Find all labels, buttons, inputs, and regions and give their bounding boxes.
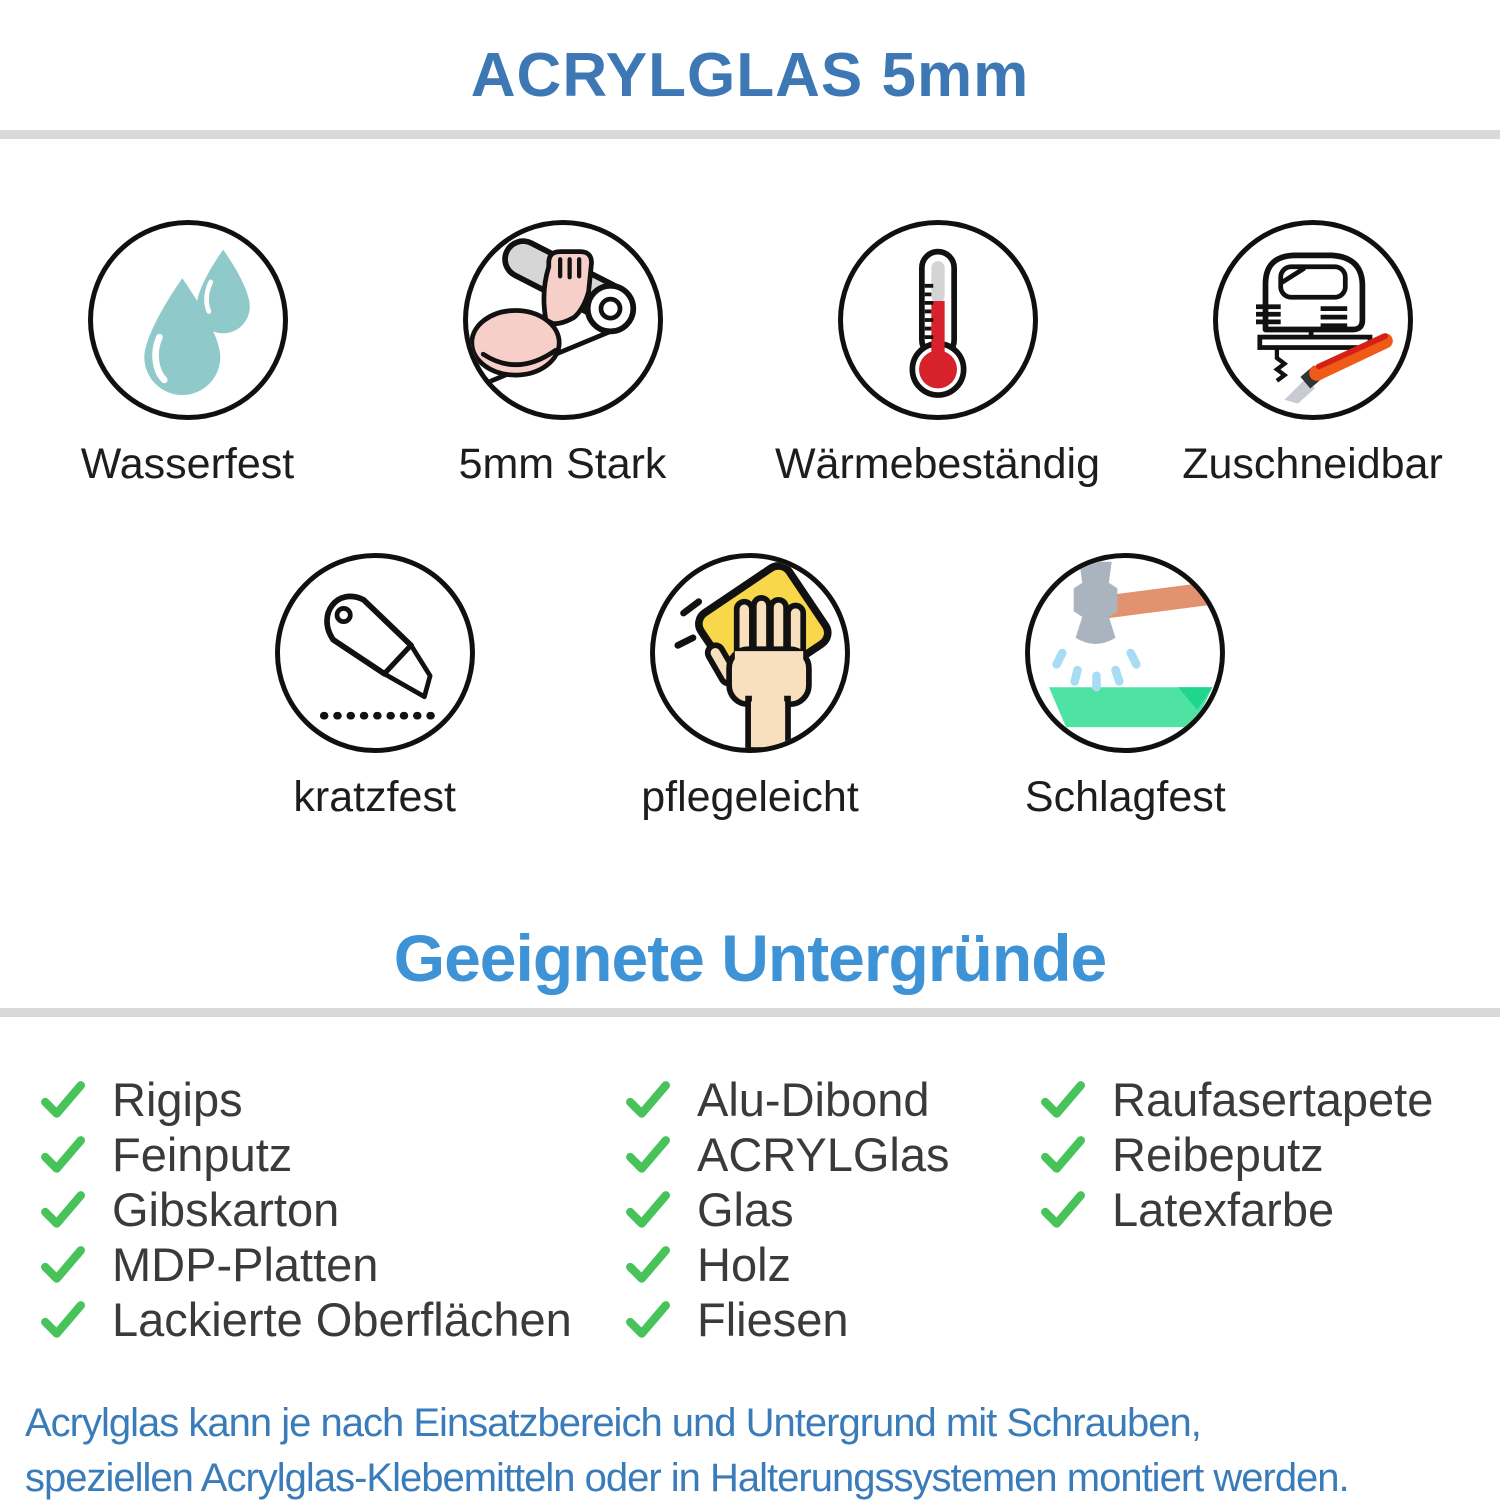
check-icon xyxy=(40,1190,86,1230)
check-icon xyxy=(40,1080,86,1120)
surface-item xyxy=(40,1182,625,1237)
check-icon xyxy=(1040,1190,1086,1230)
thermometer-icon xyxy=(838,220,1038,420)
surfaces-column-2 xyxy=(625,1072,1040,1347)
feature-label: Wärmebeständig xyxy=(774,440,1101,488)
surface-item xyxy=(40,1072,625,1127)
mounting-note-line-1: Acrylglas kann je nach Einsatzbereich und Untergrund mit Schrauben, xyxy=(25,1401,1201,1445)
check-icon xyxy=(1040,1080,1086,1120)
surface-label: Holz xyxy=(697,1238,792,1291)
feature-wasserfest xyxy=(0,220,375,489)
flexed-arm-icon xyxy=(463,220,663,420)
surface-item xyxy=(40,1292,625,1347)
surface-item xyxy=(40,1237,625,1292)
surfaces-column-1 xyxy=(40,1072,625,1347)
water-drops-icon xyxy=(88,220,288,420)
check-icon xyxy=(625,1080,671,1120)
feature-label: 5mm Stark xyxy=(458,440,667,488)
cleaning-hand-icon xyxy=(650,553,850,753)
feature-zuschneidbar xyxy=(1125,220,1500,489)
surface-label: Alu-Dibond xyxy=(697,1073,930,1126)
mounting-note xyxy=(25,1396,1349,1500)
divider-top xyxy=(0,130,1500,139)
divider-middle xyxy=(0,1008,1500,1017)
surface-label: Glas xyxy=(697,1183,794,1236)
check-icon xyxy=(625,1135,671,1175)
check-icon xyxy=(625,1245,671,1285)
surface-item xyxy=(625,1292,1040,1347)
feature-label: Wasserfest xyxy=(80,440,295,488)
feature-label: kratzfest xyxy=(293,773,456,821)
surface-item xyxy=(625,1127,1040,1182)
surface-label: Raufasertapete xyxy=(1112,1073,1434,1126)
surface-label: Feinputz xyxy=(112,1128,293,1181)
check-icon xyxy=(40,1245,86,1285)
check-icon xyxy=(40,1135,86,1175)
surface-label: Fliesen xyxy=(697,1293,849,1346)
feature-label: pflegeleicht xyxy=(641,773,859,821)
surface-label: ACRYLGlas xyxy=(697,1128,950,1181)
feature-kratzfest xyxy=(187,553,562,822)
surface-label: Lackierte Oberflächen xyxy=(112,1293,572,1346)
jigsaw-icon xyxy=(1213,220,1413,420)
page-title: ACRYLGLAS 5mm xyxy=(470,41,1030,110)
mounting-note-line-2: speziellen Acrylglas-Klebemitteln oder in Halterungssystemen montiert werden. xyxy=(25,1456,1349,1500)
surfaces-heading: Geeignete Untergründe xyxy=(393,921,1107,995)
check-icon xyxy=(625,1190,671,1230)
surface-item xyxy=(1040,1182,1470,1237)
surface-label: Latexfarbe xyxy=(1112,1183,1335,1236)
surface-item xyxy=(40,1127,625,1182)
surface-label: MDP-Platten xyxy=(112,1238,379,1291)
surfaces-column-3 xyxy=(1040,1072,1470,1347)
features-row-1 xyxy=(0,220,1500,489)
check-icon xyxy=(40,1300,86,1340)
surface-label: Rigips xyxy=(112,1073,243,1126)
feature-pflegeleicht xyxy=(562,553,937,822)
feature-5mm-stark xyxy=(375,220,750,489)
surface-label: Reibeputz xyxy=(1112,1128,1324,1181)
feature-schlagfest xyxy=(938,553,1313,822)
feature-waermebestaendig xyxy=(750,220,1125,489)
surface-item xyxy=(1040,1072,1470,1127)
check-icon xyxy=(625,1300,671,1340)
surface-item xyxy=(625,1182,1040,1237)
surface-item xyxy=(625,1072,1040,1127)
utility-knife-icon xyxy=(275,553,475,753)
surface-label: Gibskarton xyxy=(112,1183,340,1236)
hammer-icon xyxy=(1025,553,1225,753)
surface-item xyxy=(1040,1127,1470,1182)
surfaces-checklist xyxy=(40,1072,1470,1347)
feature-label: Zuschneidbar xyxy=(1182,440,1443,488)
feature-label: Schlagfest xyxy=(1024,773,1226,821)
surface-item xyxy=(625,1237,1040,1292)
check-icon xyxy=(1040,1135,1086,1175)
features-row-2 xyxy=(187,553,1313,822)
